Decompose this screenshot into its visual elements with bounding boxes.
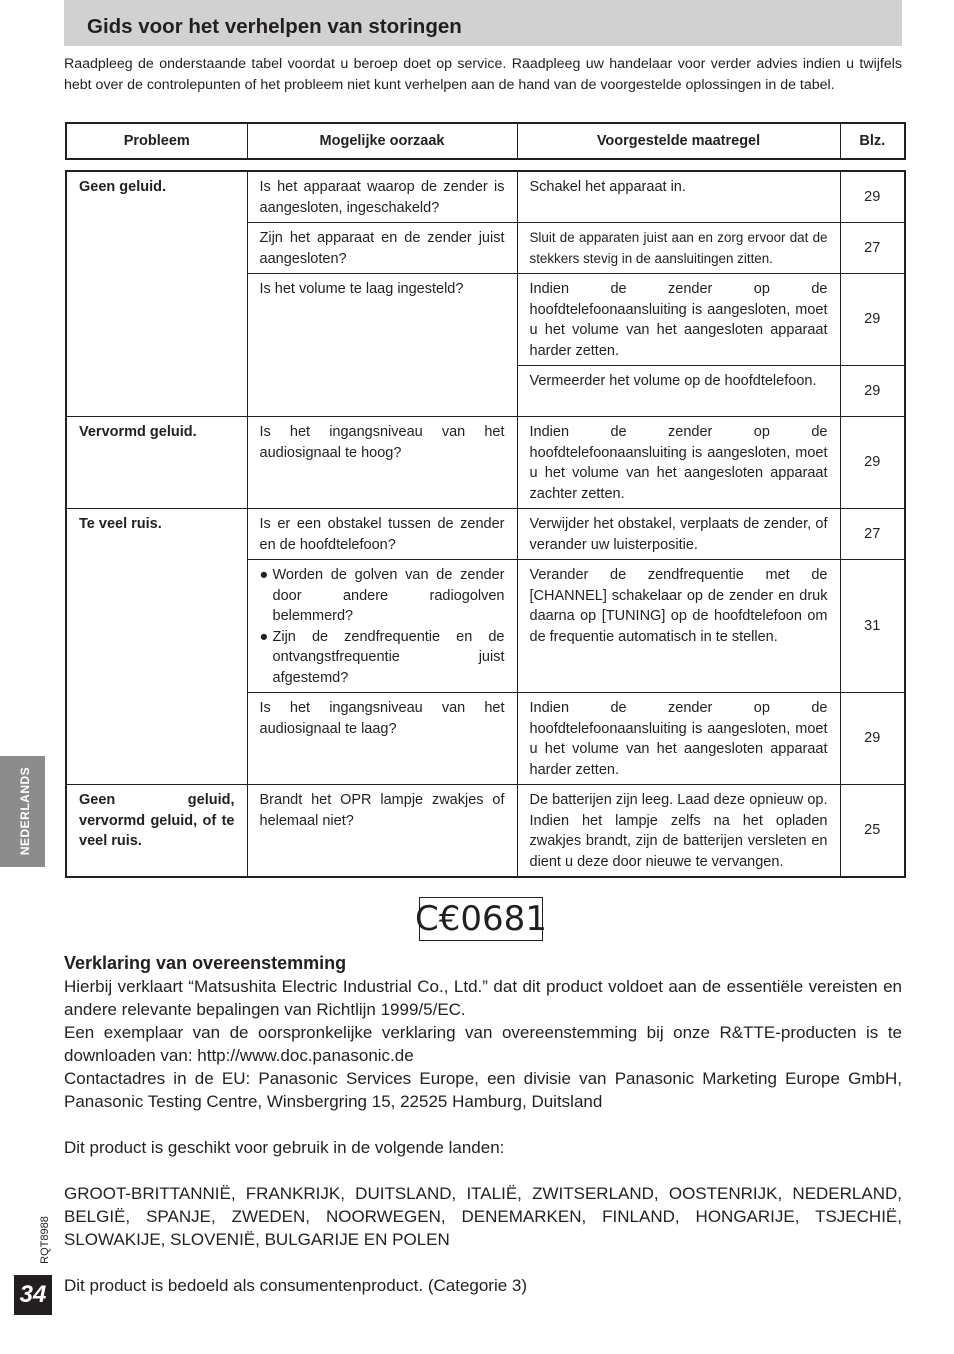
header-maatregel: Voorgestelde maatregel <box>517 123 840 159</box>
problem-cell: Geen geluid, vervormd geluid, of te veel ruis. <box>66 785 247 878</box>
remedy-cell: Verander de zendfrequentie met de [CHANNEL] schakelaar op de zender en druk daarna op [TUNING] op de hoofdtelefoon om de frequentie automatisch in te stellen. <box>517 560 840 693</box>
page-number: 34 <box>14 1275 52 1315</box>
header-oorzaak: Mogelijke oorzaak <box>247 123 517 159</box>
cause-cell: Is het ingangsniveau van het audiosignaal te laag? <box>247 693 517 785</box>
page-cell: 29 <box>840 171 905 223</box>
cause-cell <box>247 560 517 693</box>
declaration-paragraph: Dit product is geschikt voor gebruik in de volgende landen: <box>64 1138 505 1157</box>
title-bar <box>64 0 902 46</box>
table-header <box>65 122 906 160</box>
problem-cell: Vervormd geluid. <box>66 417 247 509</box>
header-blz: Blz. <box>840 123 905 159</box>
bullet-text: Worden de golven van de zender door andere radiogolven belemmerd? <box>272 567 505 624</box>
cause-cell: Is er een obstakel tussen de zender en de hoofdtelefoon? <box>247 509 517 560</box>
page-cell: 27 <box>840 509 905 560</box>
cause-cell: Brandt het OPR lampje zwakjes of helemaal niet? <box>247 785 517 878</box>
declaration-body <box>64 975 902 1297</box>
declaration-paragraph: Een exemplaar van de oorspronkelijke verklaring van overeenstemming bij onze R&TTE-producten is te downloaden van: http://www.doc.panasonic.de <box>64 1023 902 1065</box>
cause-cell: Is het apparaat waarop de zender is aangesloten, ingeschakeld? <box>247 171 517 223</box>
intro-text: Raadpleeg de onderstaande tabel voordat u beroep doet op service. Raadpleeg uw handelaar voor verder advies indien u twijfels hebt over de controlepunten of het probleem niet kunt verhelpen aan de hand van de voorgestelde oplossingen in de tabel. <box>64 56 902 93</box>
remedy-cell: Sluit de apparaten juist aan en zorg ervoor dat de stekkers stevig in de aansluitingen zitten. <box>517 223 840 274</box>
page-cell: 25 <box>840 785 905 878</box>
bullet-icon: ● <box>259 567 269 583</box>
declaration-paragraph: Dit product is bedoeld als consumentenproduct. (Categorie 3) <box>64 1276 528 1295</box>
remedy-cell: Indien de zender op de hoofdtelefoonaansluiting is aangesloten, moet u het volume van het aangesloten apparaat harder zetten. <box>517 274 840 366</box>
page-cell: 27 <box>840 223 905 274</box>
declaration-paragraph: Contactadres in de EU: Panasonic Services Europe, een divisie van Panasonic Marketing Europe GmbH, Panasonic Testing Centre, Winsbergring 15, 22525 Hamburg, Duitsland <box>64 1069 902 1111</box>
problem-cell: Geen geluid. <box>66 171 247 417</box>
table-row <box>66 785 905 878</box>
table-row <box>66 171 905 223</box>
page-cell: 29 <box>840 417 905 509</box>
country-list: GROOT-BRITTANNIË, FRANKRIJK, DUITSLAND, ITALIË, ZWITSERLAND, OOSTENRIJK, NEDERLAND, BELGIË, SPANJE, ZWEDEN, NOORWEGEN, DENEMARKEN, FINLAND, HONGARIJE, TSJECHIË, SLOWAKIJE, SLOVENIË, BULGARIJE EN POLEN <box>64 1184 902 1249</box>
remedy-cell: Indien de zender op de hoofdtelefoonaansluiting is aangesloten, moet u het volume van het aangesloten apparaat harder zetten. <box>517 693 840 785</box>
remedy-cell: Vermeerder het volume op de hoofdtelefoon. <box>517 366 840 417</box>
cause-cell: Is het ingangsniveau van het audiosignaal te hoog? <box>247 417 517 509</box>
doc-code: RQT8988 <box>39 1216 51 1264</box>
problem-cell: Te veel ruis. <box>66 509 247 785</box>
page-cell: 31 <box>840 560 905 693</box>
page-cell: 29 <box>840 693 905 785</box>
language-label: NEDERLANDS <box>18 766 32 856</box>
bullet-item <box>260 627 505 689</box>
page-cell: 29 <box>840 274 905 366</box>
bullet-item <box>260 565 505 627</box>
table-row <box>66 417 905 509</box>
remedy-cell: Schakel het apparaat in. <box>517 171 840 223</box>
table-row <box>66 509 905 560</box>
cause-cell: Zijn het apparaat en de zender juist aangesloten? <box>247 223 517 274</box>
remedy-cell: Verwijder het obstakel, verplaats de zender, of verander uw luisterpositie. <box>517 509 840 560</box>
page-cell: 29 <box>840 366 905 417</box>
header-probleem: Probleem <box>123 133 190 149</box>
declaration-title: Verklaring van overeenstemming <box>64 953 347 973</box>
bullet-icon: ● <box>259 628 269 645</box>
cause-cell: Is het volume te laag ingesteld? <box>247 274 517 417</box>
troubleshooting-table <box>65 170 906 878</box>
remedy-cell: De batterijen zijn leeg. Laad deze opnieuw op. Indien het lampje zelfs na het opladen zwakjes brandt, zijn de batterijen versleten en dient u deze door nieuwe te vervangen. <box>517 785 840 878</box>
remedy-cell: Indien de zender op de hoofdtelefoonaansluiting is aangesloten, moet u het volume van het aangesloten apparaat zachter zetten. <box>517 417 840 509</box>
bullet-text: Zijn de zendfrequentie en de ontvangstfrequentie juist afgestemd? <box>272 628 505 686</box>
declaration-paragraph: Hierbij verklaart “Matsushita Electric Industrial Co., Ltd.” dat dit product voldoet aan de essentiële vereisten en andere relevante bepalingen van Richtlijn 1999/5/EC. <box>64 977 902 1019</box>
language-side-tab <box>0 756 45 867</box>
ce-mark: C€0681 <box>415 899 547 939</box>
page-title: Gids voor het verhelpen van storingen <box>87 15 462 38</box>
